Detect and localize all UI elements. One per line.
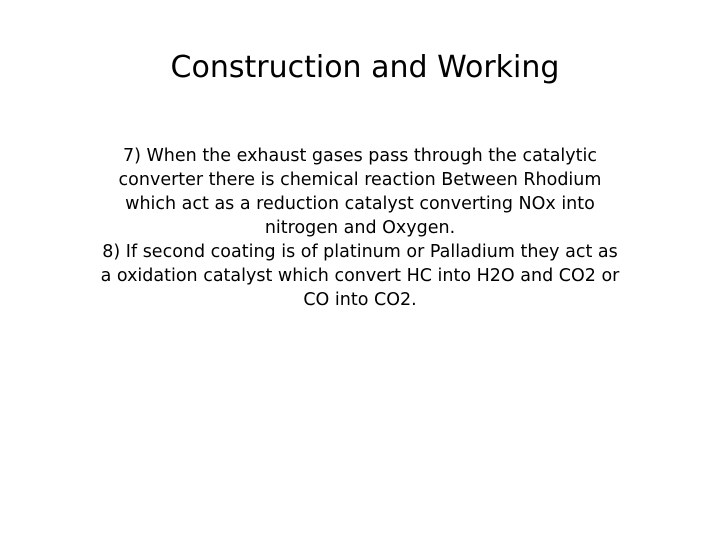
body-line-4: nitrogen and Oxygen. <box>264 218 456 238</box>
body-line-5: 8) If second coating is of platinum or Palladium they act as <box>102 242 618 262</box>
body-line-1: 7) When the exhaust gases pass through the catalytic <box>122 146 597 166</box>
slide-title: Construction and Working <box>170 50 560 85</box>
body-line-6: a oxidation catalyst which convert HC into H2O and CO2 or <box>100 266 620 286</box>
slide-body <box>30 144 690 312</box>
body-line-2: converter there is chemical reaction Between Rhodium <box>118 170 602 190</box>
body-line-3: which act as a reduction catalyst converting NOx into <box>125 194 595 214</box>
body-line-7: CO into CO2. <box>303 290 417 310</box>
